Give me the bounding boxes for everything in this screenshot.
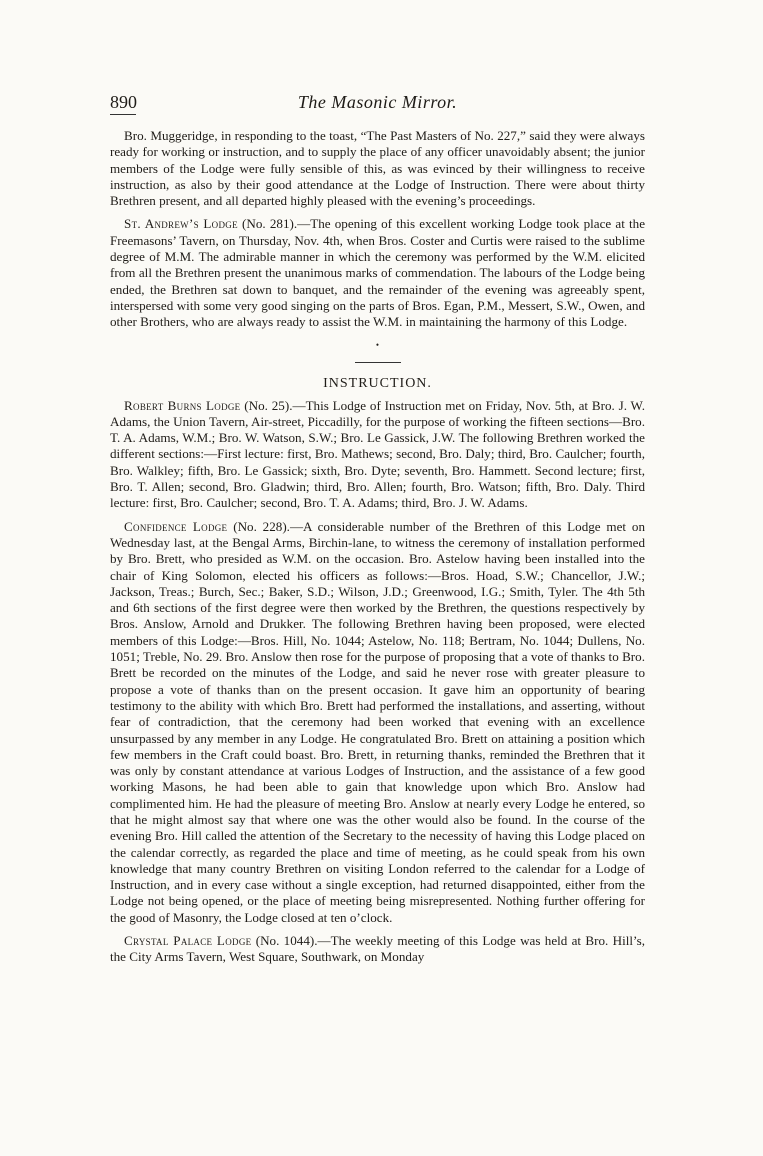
- paragraph-text: (No. 25).—This Lodge of Instruction met on Friday, Nov. 5th, at Bro. J. W. Adams, the Union Tavern, Air-street, Piccadilly, for the purpose of working the fifteen sections—Bro. T. A. Adams, W.M.; Bro. W. Watson, S.W.; Bro. Le Gassick, J.W. The following Brethren worked the different sections:—First lecture: first, Bro. Mathews; second, Bro. Daly; third, Bro. Caulcher; fourth, Bro. Walkley; fifth, Bro. Le Gassick; sixth, Bro. Dyte; seventh, Bro. Hammett. Second lecture; first, Bro. T. Allen; second, Bro. Gladwin; third, Bro. Allen; fourth, Bro. Watson; fifth, Bro. Daly. Third lecture: first, Bro. Caulcher; second, Bro. T. A. Adams; third, Bro. J. W. Adams.: [110, 397, 645, 511]
- divider-ornament: •: [375, 339, 380, 350]
- paragraph-text: (No. 1044).—The weekly meeting of this Lodge was held at Bro. Hill’s, the City Arms Tavern, West Square, Southwark, on Monday: [110, 933, 645, 965]
- paragraph-st-andrews-lodge: [110, 216, 645, 330]
- divider-rule: [355, 362, 401, 363]
- paragraph-robert-burns-lodge: [110, 398, 645, 512]
- section-heading: INSTRUCTION.: [323, 375, 432, 391]
- lodge-name: Robert Burns Lodge: [124, 397, 241, 413]
- paragraph-text: Bro. Muggeridge, in responding to the toast, “The Past Masters of No. 227,” said they were always ready for working or instruction, and to supply the place of any officer unavoidably absent; the junior members of the Lodge were fully sensible of this, as was evinced by their willingness to receive instruction, as also by their good attendance at the Lodge of Instruction. There were about thirty Brethren present, and all departed highly pleased with the evening’s proceedings.: [110, 128, 645, 209]
- running-header: [110, 92, 645, 116]
- page-number-underline: [110, 114, 136, 115]
- paragraph-crystal-palace-lodge: [110, 933, 645, 966]
- page: [110, 92, 645, 973]
- section-divider: [110, 341, 645, 368]
- lodge-name: St. Andrew’s Lodge: [124, 216, 238, 232]
- paragraph-muggeridge: [110, 128, 645, 209]
- page-number: 890: [110, 92, 137, 112]
- paragraph-text: (No. 228).—A considerable number of the Brethren of this Lodge met on Wednesday last, at the Bengal Arms, Birchin-lane, to witness the ceremony of installation performed by Bro. Brett, who presided as W.M. on the occasion. Bro. Astelow having been installed into the chair of King Solomon, elected his officers as follows:—Bros. Hoad, S.W.; Chancellor, J.W.; Jackson, Treas.; Burch, Sec.; Baker, S.D.; Wilson, J.D.; Greenwood, I.G.; Smith, Tyler. The 4th 5th and 6th sections of the first degree were then worked by the Brethren, the questions respectively by Bros. Anslow, Arnold and Drukker. The following Brethren having been proposed, were elected members of this Lodge:—Bros. Hill, No. 1044; Astelow, No. 118; Bertram, No. 1044; Dullens, No. 1051; Treble, No. 29. Bro. Anslow then rose for the purpose of proposing that a vote of thanks to Bro. Brett be recorded on the minutes of the Lodge, and said he never rose with greater pleasure to propose a vote of thanks than on the present occasion. It gave him an opportunity of bearing testimony to the ability with which Bro. Brett had performed the installations, and asserting, without fear of contradiction, that the ceremony had been worked that evening with an excellence unsurpassed by any member in any Lodge. He congratulated Bro. Brett on attaining a position which few members in the Craft could boast. Bro. Brett, in returning thanks, reminded the Brethren that it was only by constant attendance at various Lodges of Instruction, and the assistance of a few good working Masons, he had been able to gain that knowledge upon which Bro. Anslow had complimented him. He had the pleasure of meeting Bro. Anslow at nearly every Lodge he entered, so that he might almost say that where one was the other would also be found. In the course of the evening Bro. Hill called the attention of the Secretary to the necessity of having this Lodge placed on the calendar correctly, as regarded the place and time of meeting, as he could speak from his own knowledge that many country Brethren on visiting London referred to the calendar for a Lodge of Instruction, and in every case without a single exception, had returned disappointed, either from the Lodge not being opened, or the place of meeting being misrepresented. Nothing further offering for the good of Masonry, the Lodge closed at ten o’clock.: [110, 518, 645, 925]
- lodge-name: Crystal Palace Lodge: [124, 933, 252, 949]
- lodge-name: Confidence Lodge: [124, 518, 228, 534]
- paragraph-text: (No. 281).—The opening of this excellent working Lodge took place at the Freemasons’ Tavern, on Thursday, Nov. 4th, when Bros. Coster and Curtis were raised to the sublime degree of M.M. The admirable manner in which the ceremony was performed by the W.M. elicited from all the Brethren present the unanimous marks of commendation. The labours of the Lodge being ended, the Brethren sat down to banquet, and the remainder of the evening was agreeably spent, interspersed with some very good singing on the parts of Bros. Egan, P.M., Messert, S.W., Owen, and other Brothers, who are always ready to assist the W.M. in maintaining the harmony of this Lodge.: [110, 216, 646, 330]
- journal-title: The Masonic Mirror.: [297, 92, 458, 112]
- paragraph-confidence-lodge: [110, 519, 645, 926]
